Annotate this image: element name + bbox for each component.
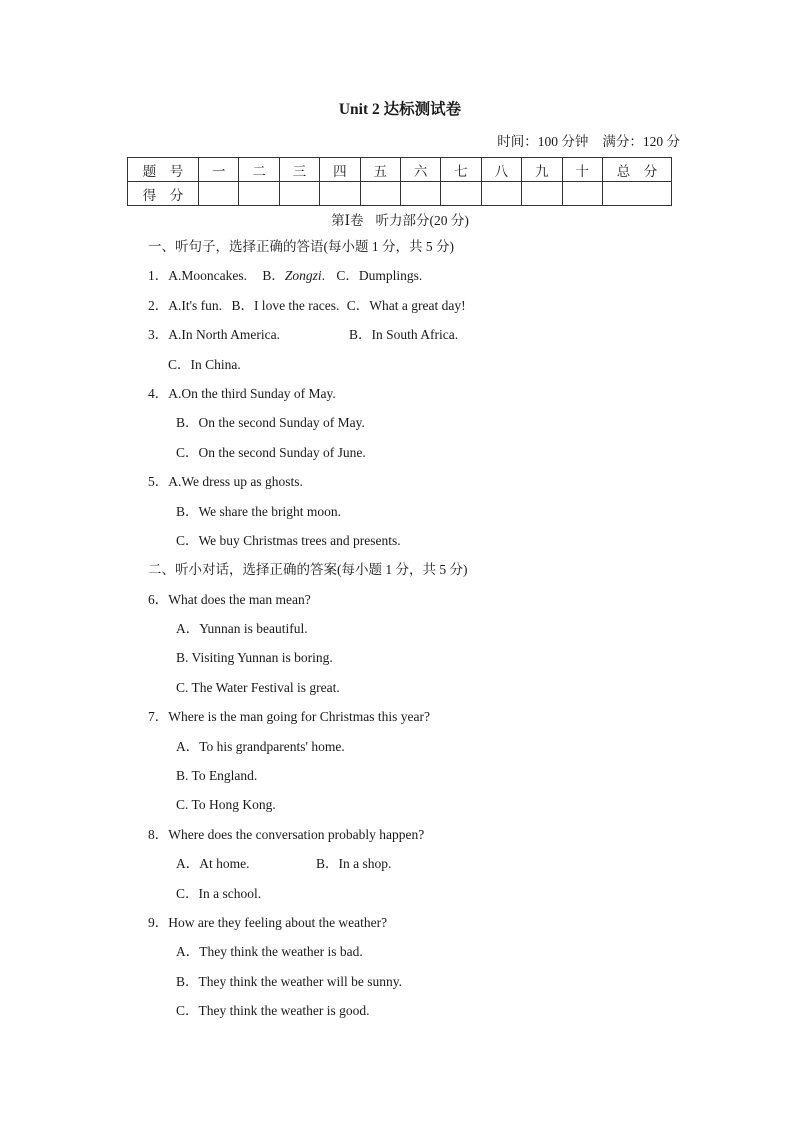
q5-option-b: B．We share the bright moon. [176, 503, 342, 519]
column-3: 三 [279, 158, 319, 182]
q2-option-b: B．I love the races. [231, 297, 340, 313]
q7-option-c: C. To Hong Kong. [176, 797, 276, 813]
section2-heading: 二、听小对话，选择正确的答案(每小题 1 分，共 5 分) [148, 562, 468, 578]
column-2: 二 [239, 158, 279, 182]
q4-option-c: C．On the second Sunday of June. [176, 444, 366, 460]
score-cell [320, 182, 360, 206]
score-table-score-row [128, 182, 672, 206]
column-6: 六 [400, 158, 440, 182]
q7-option-b: B. To England. [176, 768, 258, 784]
part-name: 第Ⅰ卷 [331, 213, 364, 228]
q9-option-a: A．They think the weather is bad. [176, 944, 363, 960]
q8-options-ab [148, 853, 708, 882]
column-8: 八 [481, 158, 521, 182]
q7-option-a: A．To his grandparents' home. [176, 738, 345, 754]
q6-option-a: A．Yunnan is beautiful. [176, 621, 308, 637]
q8-option-c: C．In a school. [176, 885, 262, 901]
q9-option-b: B．They think the weather will be sunny. [176, 973, 402, 989]
score-cell [562, 182, 602, 206]
q5-number: 5． [148, 474, 169, 490]
q4-number: 4． [148, 385, 169, 401]
part-title [0, 209, 800, 229]
q2-option-a: A.It's fun. [168, 297, 223, 313]
q1-number: 1． [148, 268, 169, 284]
q5-option-c: C．We buy Christmas trees and presents. [176, 532, 401, 548]
question-5 [148, 471, 708, 500]
score-cell [360, 182, 400, 206]
q3-option-a: A.In North America. [168, 327, 280, 343]
score-cell [199, 182, 239, 206]
q3-option-b: B．In South Africa. [349, 327, 459, 343]
q2-option-c: C．What a great day! [346, 297, 466, 313]
q8-option-b: B．In a shop. [316, 856, 392, 872]
score-label: 得 分 [128, 182, 199, 206]
part-desc: 听力部分(20 分) [375, 213, 469, 228]
q2-number: 2． [148, 297, 169, 313]
time-info [497, 130, 680, 150]
q1-option-b-prefix: B． [262, 268, 285, 284]
score-cell [481, 182, 521, 206]
exam-time: 时间：100 分钟 [497, 134, 589, 149]
q4-option-b: B．On the second Sunday of May. [176, 415, 365, 431]
full-score: 满分：120 分 [602, 134, 680, 149]
score-cell [441, 182, 481, 206]
score-cell [279, 182, 319, 206]
column-1: 一 [199, 158, 239, 182]
section1-heading: 一、听句子，选择正确的答语(每小题 1 分，共 5 分) [148, 239, 454, 254]
question-1 [148, 265, 708, 294]
question-content [148, 236, 708, 1030]
question-number-label: 题 号 [128, 158, 199, 182]
q1-option-c: C．Dumplings. [336, 268, 423, 284]
q6-option-b: B. Visiting Yunnan is boring. [176, 650, 333, 666]
q1-option-b: Zongzi [284, 268, 322, 284]
question-8: 8．Where does the conversation probably happen? [148, 826, 425, 842]
score-cell [400, 182, 440, 206]
score-cell [239, 182, 279, 206]
question-9: 9．How are they feeling about the weather? [148, 914, 388, 930]
question-2 [148, 295, 708, 324]
q5-option-a: A.We dress up as ghosts. [168, 474, 303, 490]
page-title: Unit 2 达标测试卷 [338, 101, 462, 118]
question-4 [148, 383, 708, 412]
column-9: 九 [522, 158, 562, 182]
score-table [127, 157, 672, 206]
total-label: 总 分 [603, 158, 672, 182]
q3-option-c: C．In China. [168, 356, 241, 372]
q8-option-a: A．At home. [176, 856, 250, 872]
q3-number: 3． [148, 327, 169, 343]
question-7: 7．Where is the man going for Christmas this year? [148, 709, 430, 725]
q6-option-c: C. The Water Festival is great. [176, 679, 340, 695]
column-5: 五 [360, 158, 400, 182]
score-table-header-row [128, 158, 672, 182]
q1-option-b-suffix: . [321, 268, 326, 284]
column-10: 十 [562, 158, 602, 182]
total-score-cell [603, 182, 672, 206]
column-4: 四 [320, 158, 360, 182]
question-6: 6．What does the man mean? [148, 591, 311, 607]
question-3 [148, 324, 708, 353]
q4-option-a: A.On the third Sunday of May. [168, 385, 336, 401]
column-7: 七 [441, 158, 481, 182]
q9-option-c: C．They think the weather is good. [176, 1003, 370, 1019]
score-cell [522, 182, 562, 206]
q1-option-a: A.Mooncakes. [168, 268, 247, 284]
